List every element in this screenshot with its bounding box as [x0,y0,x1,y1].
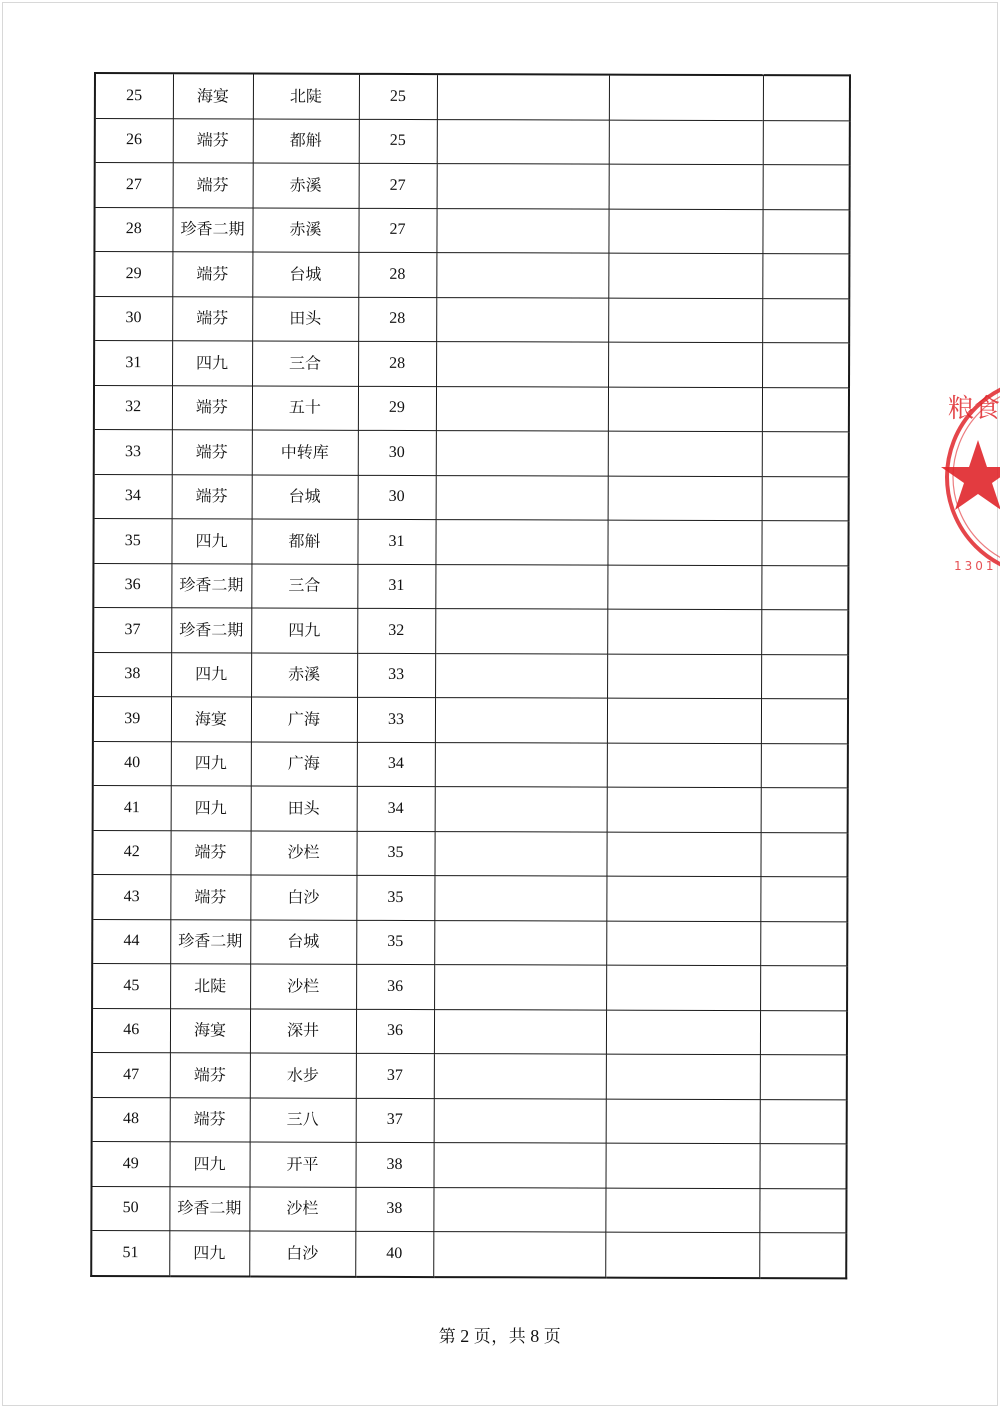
table-row [95,73,850,120]
cell-empty-3 [762,432,849,477]
cell-empty-2 [608,431,762,476]
cell-empty-2 [607,520,761,565]
table-row [92,874,847,921]
cell-empty-2 [608,253,762,298]
cell-company: 端芬 [173,163,253,208]
cell-value: 25 [359,74,437,119]
cell-empty-2 [607,743,761,788]
cell-company: 端芬 [170,830,250,875]
cell-location: 三八 [250,1097,356,1142]
cell-number: 32 [94,385,172,430]
cell-empty-1 [437,119,609,164]
table-row [93,741,848,788]
cell-value: 31 [357,564,435,609]
table-row [94,296,849,343]
cell-empty-3 [760,1055,847,1100]
cell-location: 赤溪 [252,207,358,252]
cell-location: 台城 [252,474,358,519]
cell-value: 38 [355,1187,433,1232]
table-row [92,1008,847,1055]
cell-company: 珍香二期 [172,207,252,252]
cell-location: 沙栏 [250,830,356,875]
cell-empty-2 [606,1054,760,1099]
cell-empty-3 [760,877,847,922]
cell-location: 沙栏 [249,1186,355,1231]
cell-empty-3 [762,209,849,254]
cell-value: 36 [356,964,434,1009]
cell-empty-2 [607,609,761,654]
cell-company: 端芬 [172,385,252,430]
cell-location: 赤溪 [253,163,359,208]
footer-prefix: 第 [438,1327,457,1347]
cell-number: 36 [93,563,171,608]
cell-company: 珍香二期 [171,608,251,653]
cell-company: 端芬 [172,296,252,341]
cell-empty-2 [606,1010,760,1055]
cell-location: 白沙 [250,875,356,920]
table-row [92,963,847,1010]
cell-location: 五十 [252,385,358,430]
cell-empty-3 [761,743,848,788]
cell-empty-3 [762,254,849,299]
cell-company: 四九 [169,1142,249,1187]
cell-location: 三合 [252,341,358,386]
cell-value: 37 [356,1053,434,1098]
cell-location: 三合 [251,563,357,608]
cell-empty-2 [608,209,762,254]
table-body [91,73,850,1278]
cell-company: 端芬 [170,1053,250,1098]
seal-graphic [940,372,1000,582]
cell-value: 32 [357,608,435,653]
cell-value: 35 [356,831,434,876]
table-row [91,1230,846,1277]
official-seal-stamp [940,372,1000,582]
cell-location: 水步 [250,1053,356,1098]
cell-empty-1 [433,1187,605,1232]
cell-empty-3 [761,699,848,744]
table-row [93,652,848,699]
cell-empty-1 [435,520,607,565]
table-row [94,430,849,477]
table-row [95,118,850,165]
data-table [90,72,851,1279]
cell-location: 白沙 [249,1231,355,1276]
cell-number: 42 [92,830,170,875]
cell-empty-1 [435,698,607,743]
cell-number: 47 [92,1052,170,1097]
cell-company: 海宴 [170,1008,250,1053]
table-row [92,1141,847,1188]
cell-empty-2 [605,1232,759,1277]
cell-company: 北陡 [170,964,250,1009]
table-row [92,919,847,966]
cell-value: 33 [357,653,435,698]
cell-number: 51 [91,1230,169,1275]
cell-empty-2 [608,476,762,521]
cell-empty-2 [605,1188,759,1233]
cell-value: 35 [356,920,434,965]
cell-empty-1 [436,386,608,431]
cell-company: 四九 [171,786,251,831]
table-row [93,785,848,832]
cell-location: 都斛 [253,118,359,163]
table-row [92,1052,847,1099]
cell-company: 端芬 [173,118,253,163]
table-row [92,1097,847,1144]
cell-empty-1 [434,831,606,876]
cell-number: 25 [95,73,173,118]
cell-empty-3 [760,921,847,966]
cell-empty-1 [436,253,608,298]
seal-text-bottom: 1301 [954,559,997,573]
table-row [94,385,849,432]
footer-current-page: 2 [460,1326,470,1346]
cell-value: 33 [357,697,435,742]
cell-value: 27 [358,208,436,253]
cell-empty-3 [759,1188,846,1233]
cell-company: 端芬 [170,1097,250,1142]
cell-empty-3 [763,75,850,120]
cell-empty-1 [436,342,608,387]
cell-empty-1 [434,965,606,1010]
cell-number: 35 [93,519,171,564]
cell-number: 30 [94,296,172,341]
cell-number: 46 [92,1008,170,1053]
cell-company: 海宴 [173,73,253,118]
cell-empty-3 [762,343,849,388]
cell-company: 四九 [171,741,251,786]
cell-empty-2 [607,565,761,610]
cell-company: 端芬 [170,875,250,920]
cell-company: 端芬 [172,474,252,519]
cell-value: 30 [358,430,436,475]
cell-empty-1 [436,475,608,520]
table-row [95,163,850,210]
cell-location: 北陡 [253,73,359,118]
cell-empty-3 [762,387,849,432]
cell-number: 33 [94,430,172,475]
page-footer [0,1322,1000,1347]
cell-location: 深井 [250,1008,356,1053]
cell-value: 28 [358,252,436,297]
cell-empty-1 [436,208,608,253]
cell-location: 田头 [251,786,357,831]
cell-number: 50 [91,1186,169,1231]
seal-text-top: 粮食 [948,394,1000,424]
cell-empty-1 [436,297,608,342]
cell-location: 四九 [251,608,357,653]
cell-empty-3 [762,298,849,343]
cell-number: 27 [95,163,173,208]
cell-empty-1 [437,164,609,209]
cell-number: 39 [93,697,171,742]
cell-empty-2 [607,787,761,832]
cell-value: 29 [358,386,436,431]
cell-empty-3 [761,788,848,833]
cell-empty-1 [435,742,607,787]
cell-empty-2 [609,164,763,209]
cell-value: 35 [356,875,434,920]
cell-location: 中转库 [252,430,358,475]
cell-empty-2 [609,75,763,120]
cell-location: 开平 [249,1142,355,1187]
cell-empty-2 [608,298,762,343]
cell-empty-3 [759,1233,846,1278]
cell-empty-2 [605,1143,759,1188]
table-row [94,207,849,254]
cell-number: 45 [92,963,170,1008]
cell-empty-2 [606,921,760,966]
cell-company: 四九 [169,1231,249,1276]
cell-empty-3 [762,476,849,521]
table-row [93,697,848,744]
table-row [93,519,848,566]
cell-empty-3 [760,832,847,877]
cell-location: 广海 [251,741,357,786]
cell-value: 37 [356,1098,434,1143]
cell-company: 四九 [172,341,252,386]
cell-company: 四九 [171,652,251,697]
cell-empty-1 [435,609,607,654]
cell-value: 25 [359,119,437,164]
cell-empty-2 [606,876,760,921]
cell-number: 41 [93,785,171,830]
cell-value: 36 [356,1009,434,1054]
cell-company: 珍香二期 [171,563,251,608]
cell-empty-1 [434,876,606,921]
table-row [94,252,849,299]
cell-empty-2 [608,342,762,387]
cell-empty-1 [434,1009,606,1054]
cell-empty-1 [433,1232,605,1278]
cell-empty-2 [607,698,761,743]
cell-number: 31 [94,341,172,386]
cell-empty-3 [761,654,848,699]
cell-value: 28 [358,341,436,386]
cell-empty-2 [608,387,762,432]
cell-company: 端芬 [172,252,252,297]
cell-empty-3 [761,521,848,566]
cell-company: 海宴 [171,697,251,742]
cell-empty-1 [436,431,608,476]
footer-middle: 页，共 [473,1327,527,1347]
cell-location: 田头 [252,296,358,341]
cell-value: 34 [357,786,435,831]
cell-value: 38 [355,1142,433,1187]
cell-company: 端芬 [172,430,252,475]
cell-number: 37 [93,608,171,653]
cell-number: 28 [94,207,172,252]
cell-location: 台城 [250,919,356,964]
cell-value: 31 [357,519,435,564]
cell-number: 29 [94,252,172,297]
cell-location: 沙栏 [250,964,356,1009]
cell-empty-3 [761,610,848,655]
cell-value: 28 [358,297,436,342]
cell-empty-3 [759,1144,846,1189]
cell-number: 38 [93,652,171,697]
cell-location: 都斛 [251,519,357,564]
cell-empty-1 [434,1054,606,1099]
cell-location: 台城 [252,252,358,297]
table-row [92,830,847,877]
cell-empty-2 [606,832,760,877]
cell-empty-1 [434,920,606,965]
cell-value: 40 [355,1231,433,1276]
cell-location: 赤溪 [251,652,357,697]
cell-number: 44 [92,919,170,964]
cell-empty-3 [760,1010,847,1055]
cell-empty-1 [435,564,607,609]
cell-empty-1 [435,787,607,832]
cell-empty-2 [607,654,761,699]
cell-value: 34 [357,742,435,787]
cell-empty-1 [433,1143,605,1188]
table-row [94,341,849,388]
cell-number: 49 [92,1141,170,1186]
cell-empty-1 [435,653,607,698]
cell-number: 26 [95,118,173,163]
cell-number: 34 [94,474,172,519]
cell-empty-3 [760,1099,847,1144]
cell-empty-3 [763,120,850,165]
cell-number: 48 [92,1097,170,1142]
table-row [91,1186,846,1233]
table-row [94,474,849,521]
footer-total-pages: 8 [530,1326,540,1346]
cell-number: 40 [93,741,171,786]
cell-empty-2 [609,120,763,165]
cell-value: 30 [358,475,436,520]
cell-empty-1 [434,1098,606,1143]
cell-empty-3 [760,966,847,1011]
table-row [93,608,848,655]
cell-empty-1 [437,74,609,120]
cell-company: 珍香二期 [170,919,250,964]
cell-empty-2 [606,965,760,1010]
footer-suffix: 页 [543,1327,562,1347]
cell-empty-3 [761,565,848,610]
cell-company: 四九 [171,519,251,564]
cell-empty-3 [763,165,850,210]
table-row [93,563,848,610]
cell-company: 珍香二期 [169,1186,249,1231]
cell-number: 43 [92,874,170,919]
cell-location: 广海 [251,697,357,742]
cell-empty-2 [606,1099,760,1144]
cell-value: 27 [359,163,437,208]
